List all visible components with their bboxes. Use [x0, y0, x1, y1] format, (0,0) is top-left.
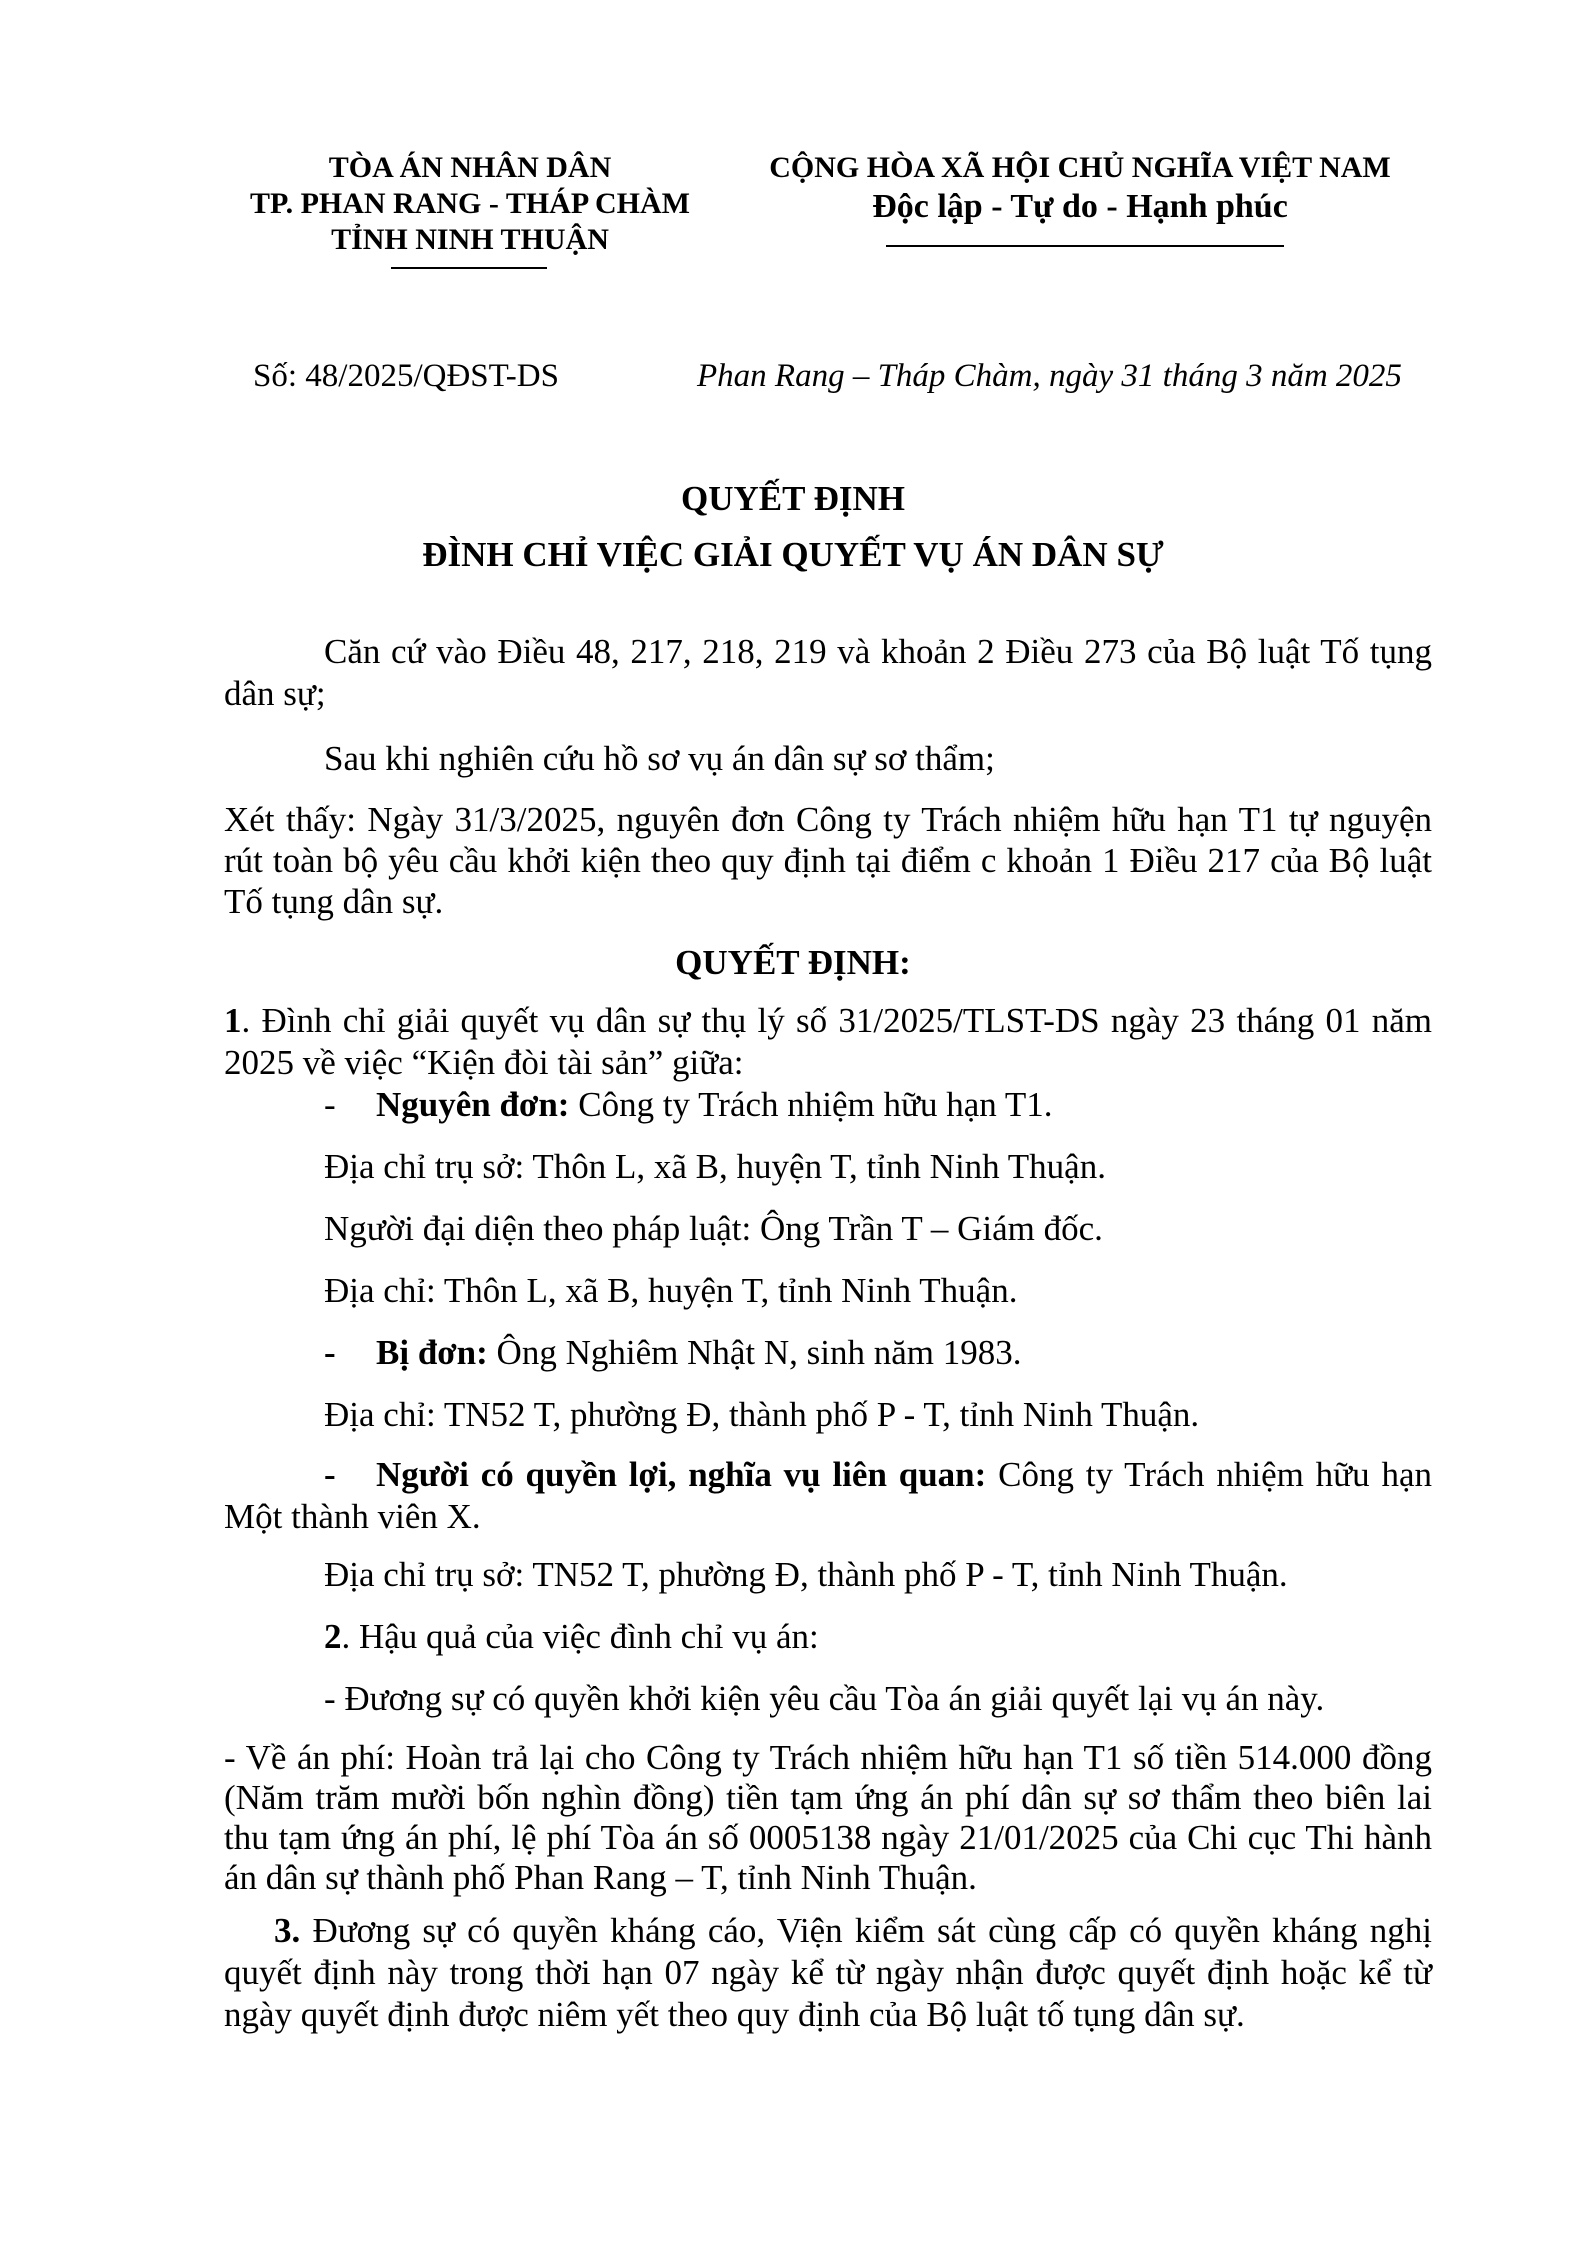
section-2-item-2 — [224, 1738, 1432, 1898]
defendant-dash: - — [324, 1333, 336, 1372]
related-party-value: Công ty Trách nhiệm hữu hạn Một thành viên X. — [224, 1455, 1432, 1536]
section-2-item-1: - Đương sự có quyền khởi kiện yêu cầu Tòa án giải quyết lại vụ án này. — [324, 1679, 1325, 1718]
basis-text-1: Căn cứ vào Điều 48, 217, 218, 219 và khoản 2 Điều 273 của Bộ luật Tố tụng dân sự; — [224, 632, 1432, 713]
court-name-line2: TP. PHAN RANG - THÁP CHÀM — [249, 187, 690, 220]
basis-text-3: Xét thấy: Ngày 31/3/2025, nguyên đơn Công ty Trách nhiệm hữu hạn T1 tự nguyện rút toàn bộ yêu cầu khởi kiện theo quy định tại điểm c khoản 1 Điều 217 của Bộ luật Tố tụng dân sự. — [224, 800, 1432, 921]
related-party-dash: - — [324, 1455, 336, 1494]
plaintiff-label: Nguyên đơn: — [376, 1085, 570, 1124]
basis-paragraph-3 — [224, 799, 1432, 922]
plaintiff-representative-address: Địa chỉ: Thôn L, xã B, huyện T, tỉnh Ninh Thuận. — [324, 1271, 1018, 1310]
national-header — [735, 150, 1425, 228]
section-3-paragraph — [224, 1910, 1432, 2036]
national-motto: Độc lập - Tự do - Hạnh phúc — [872, 188, 1288, 225]
section-2-heading — [324, 1614, 819, 1660]
section-1-text: . Đình chỉ giải quyết vụ dân sự thụ lý số 31/2025/TLST-DS ngày 23 tháng 01 năm 2025 về việc “Kiện đòi tài sản” giữa: — [224, 1001, 1432, 1082]
related-party-label: Người có quyền lợi, nghĩa vụ liên quan: — [376, 1455, 987, 1494]
defendant-line — [324, 1330, 1022, 1376]
section-2-number: 2 — [324, 1617, 342, 1656]
basis-paragraph-1 — [224, 631, 1432, 715]
defendant-label: Bị đơn: — [376, 1333, 488, 1372]
plaintiff-dash: - — [324, 1085, 336, 1124]
plaintiff-line — [324, 1082, 1053, 1128]
court-name-line3: TỈNH NINH THUẬN — [331, 223, 609, 256]
national-header-underline — [886, 245, 1284, 247]
plaintiff-value: Công ty Trách nhiệm hữu hạn T1. — [569, 1085, 1053, 1124]
section-1-paragraph — [224, 1000, 1432, 1084]
court-name-line1: TÒA ÁN NHÂN DÂN — [328, 151, 612, 184]
court-fee-text: - Về án phí: Hoàn trả lại cho Công ty Trách nhiệm hữu hạn T1 số tiền 514.000 đồng (Năm trăm mười bốn nghìn đồng) tiền tạm ứng án phí dân sự sơ thẩm theo biên lai thu tạm ứng án phí, lệ phí Tòa án số 0005138 ngày 21/01/2025 của Chi cục Thi hành án dân sự thành phố Phan Rang – T, tỉnh Ninh Thuận. — [224, 1738, 1432, 1897]
defendant-address: Địa chỉ: TN52 T, phường Đ, thành phố P - T, tỉnh Ninh Thuận. — [324, 1395, 1200, 1434]
section-2-text: . Hậu quả của việc đình chỉ vụ án: — [341, 1617, 819, 1656]
court-header — [200, 150, 740, 258]
national-name: CỘNG HÒA XÃ HỘI CHỦ NGHĨA VIỆT NAM — [769, 151, 1391, 184]
related-party-address: Địa chỉ trụ sở: TN52 T, phường Đ, thành phố P - T, tỉnh Ninh Thuận. — [324, 1555, 1288, 1594]
section-3-number: 3. — [274, 1911, 301, 1950]
decision-heading: QUYẾT ĐỊNH: — [675, 943, 911, 982]
document-number: Số: 48/2025/QĐST-DS — [253, 358, 559, 394]
place-and-date: Phan Rang – Tháp Chàm, ngày 31 tháng 3 năm 2025 — [697, 358, 1402, 394]
plaintiff-address: Địa chỉ trụ sở: Thôn L, xã B, huyện T, tỉnh Ninh Thuận. — [324, 1147, 1106, 1186]
document-title: QUYẾT ĐỊNH — [681, 479, 905, 518]
section-1-number: 1 — [224, 1001, 242, 1040]
related-party-paragraph — [224, 1454, 1432, 1538]
document-subtitle: ĐÌNH CHỈ VIỆC GIẢI QUYẾT VỤ ÁN DÂN SỰ — [422, 535, 1164, 574]
basis-paragraph-2: Sau khi nghiên cứu hồ sơ vụ án dân sự sơ thẩm; — [324, 739, 995, 778]
section-3-text: Đương sự có quyền kháng cáo, Viện kiểm sát cùng cấp có quyền kháng nghị quyết định này trong thời hạn 07 ngày kể từ ngày nhận được quyết định hoặc kể từ ngày quyết định được niêm yết theo quy định của Bộ luật tố tụng dân sự. — [224, 1911, 1432, 2034]
plaintiff-representative: Người đại diện theo pháp luật: Ông Trần T – Giám đốc. — [324, 1209, 1103, 1248]
court-header-underline — [391, 267, 547, 269]
defendant-value: Ông Nghiêm Nhật N, sinh năm 1983. — [487, 1333, 1022, 1372]
